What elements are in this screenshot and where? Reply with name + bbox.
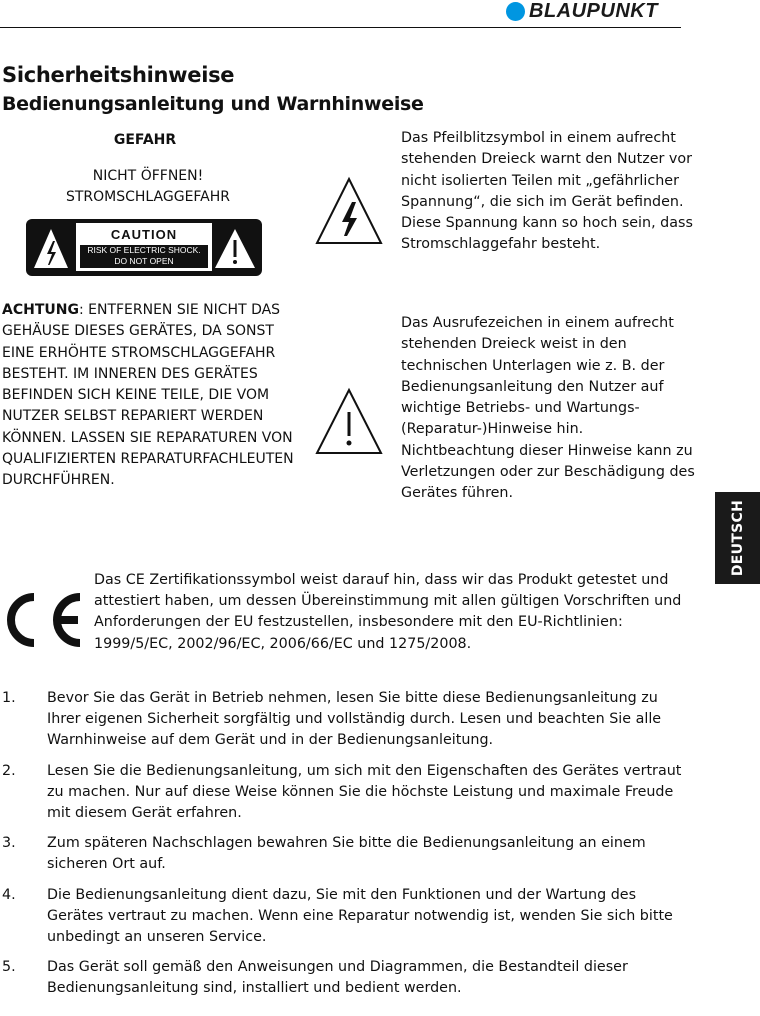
list-number: 5. xyxy=(2,959,16,976)
list-text: Lesen Sie die Bedienungsanleitung, um sich mit den Eigenschaften des Gerätes vertraut zu machen. Nur auf diese Weise können Sie die höchste Leistung und maximale Freude mit diesem Gerät erfahren. xyxy=(47,762,682,822)
lightning-symbol-text: Das Pfeilblitzsymbol in einem aufrecht stehenden Dreieck warnt den Nutzer vor nicht isolierten Teilen mit „gefährlicher Spannung“, die sich im Gerät befinden. Diese Spannung kann so hoch sein, dass Stromschlaggefahr besteht. xyxy=(401,130,693,253)
list-text: Die Bedienungsanleitung dient dazu, Sie mit den Funktionen und der Wartung des Gerätes vertraut zu machen. Wenn eine Reparatur notwendig ist, wenden Sie sich bitte unbedingt an unseren Service. xyxy=(47,886,673,946)
brand-name: BLAUPUNKT xyxy=(529,0,658,22)
exclamation-triangle-icon xyxy=(314,387,384,455)
list-item xyxy=(2,761,692,825)
list-text: Das Gerät soll gemäß den Anweisungen und Diagrammen, die Bestandteil dieser Bedienungsanleitung sind, installiert und bedient werden. xyxy=(47,959,628,997)
lightning-triangle-icon xyxy=(314,176,384,246)
brand-dot-icon xyxy=(506,2,525,21)
list-item xyxy=(2,885,692,949)
list-number: 4. xyxy=(2,886,16,903)
list-item xyxy=(2,688,692,752)
list-item xyxy=(2,833,692,875)
danger-text xyxy=(0,166,296,208)
page-title: Sicherheitshinweise xyxy=(2,63,235,87)
instruction-list xyxy=(2,688,692,1009)
list-number: 3. xyxy=(2,835,16,852)
achtung-warning xyxy=(2,300,302,492)
list-text: Bevor Sie das Gerät in Betrieb nehmen, lesen Sie bitte diese Bedienungsanleitung zu Ihrer eigenen Sicherheit sorgfältig und vollständig durch. Lesen und beachten Sie alle Warnhinweise auf dem Gerät und in der Bedienungsanleitung. xyxy=(47,690,662,749)
caution-panel xyxy=(76,223,212,271)
danger-heading: GEFAHR xyxy=(113,132,177,148)
danger-line-2: STROMSCHLAGGEFAHR xyxy=(65,189,231,205)
language-tab-label: DEUTSCH xyxy=(729,499,746,577)
exclamation-symbol-text: Das Ausrufezeichen in einem aufrecht stehenden Dreieck weist in den technischen Unterlagen wie z. B. der Bedienungsanleitung den Nutzer auf wichtige Betriebs- und Wartungs-(Reparatur-)Hinweise hin. Nichtbeachtung dieser Hinweise kann zu Verletzungen oder zur Beschädigung des Gerätes führen. xyxy=(401,315,695,502)
page-subtitle: Bedienungsanleitung und Warnhinweise xyxy=(2,93,424,115)
exclamation-triangle-icon xyxy=(214,227,256,269)
header-divider xyxy=(0,27,681,28)
caution-line-2: DO NOT OPEN xyxy=(114,256,174,266)
achtung-text: : ENTFERNEN SIE NICHT DAS GEHÄUSE DIESES GERÄTES, DA SONST EINE ERHÖHTE STROMSCHLAGGEFAHR BESTEHT. IM INNEREN DES GERÄTES BEFINDEN SICH KEINE TEILE, DIE VOM NUTZER SELBST REPARIERT WERDEN KÖNNEN. LASSEN SIE REPARATUREN VON QUALIFIZIERTEN REPARATURFACHLEUTEN DURCHFÜHREN. xyxy=(2,302,294,489)
list-number: 1. xyxy=(2,690,16,706)
caution-title: CAUTION xyxy=(110,227,178,242)
list-number: 2. xyxy=(2,762,16,779)
caution-sign xyxy=(26,219,262,276)
achtung-label: ACHTUNG xyxy=(2,302,79,318)
brand-logo xyxy=(506,0,658,22)
danger-line-1: NICHT ÖFFNEN! xyxy=(92,168,204,184)
list-text: Zum späteren Nachschlagen bewahren Sie bitte die Bedienungsanleitung an einem sicheren Ort auf. xyxy=(47,835,646,873)
caution-subtext xyxy=(80,245,208,268)
language-tab xyxy=(715,492,760,584)
ce-text: Das CE Zertifikationssymbol weist darauf hin, dass wir das Produkt getestet und attestiert haben, um dessen Übereinstimmung mit allen gültigen Vorschriften und Anforderungen der EU festzustellen, insbesondere mit den EU-Richtlinien: 1999/5/EC, 2002/96/EC, 2006/66/EC und 1275/2008. xyxy=(94,572,682,652)
list-item xyxy=(2,957,692,999)
lightning-triangle-icon xyxy=(33,227,69,269)
caution-line-1: RISK OF ELECTRIC SHOCK. xyxy=(87,245,201,255)
ce-mark-icon xyxy=(4,593,84,647)
